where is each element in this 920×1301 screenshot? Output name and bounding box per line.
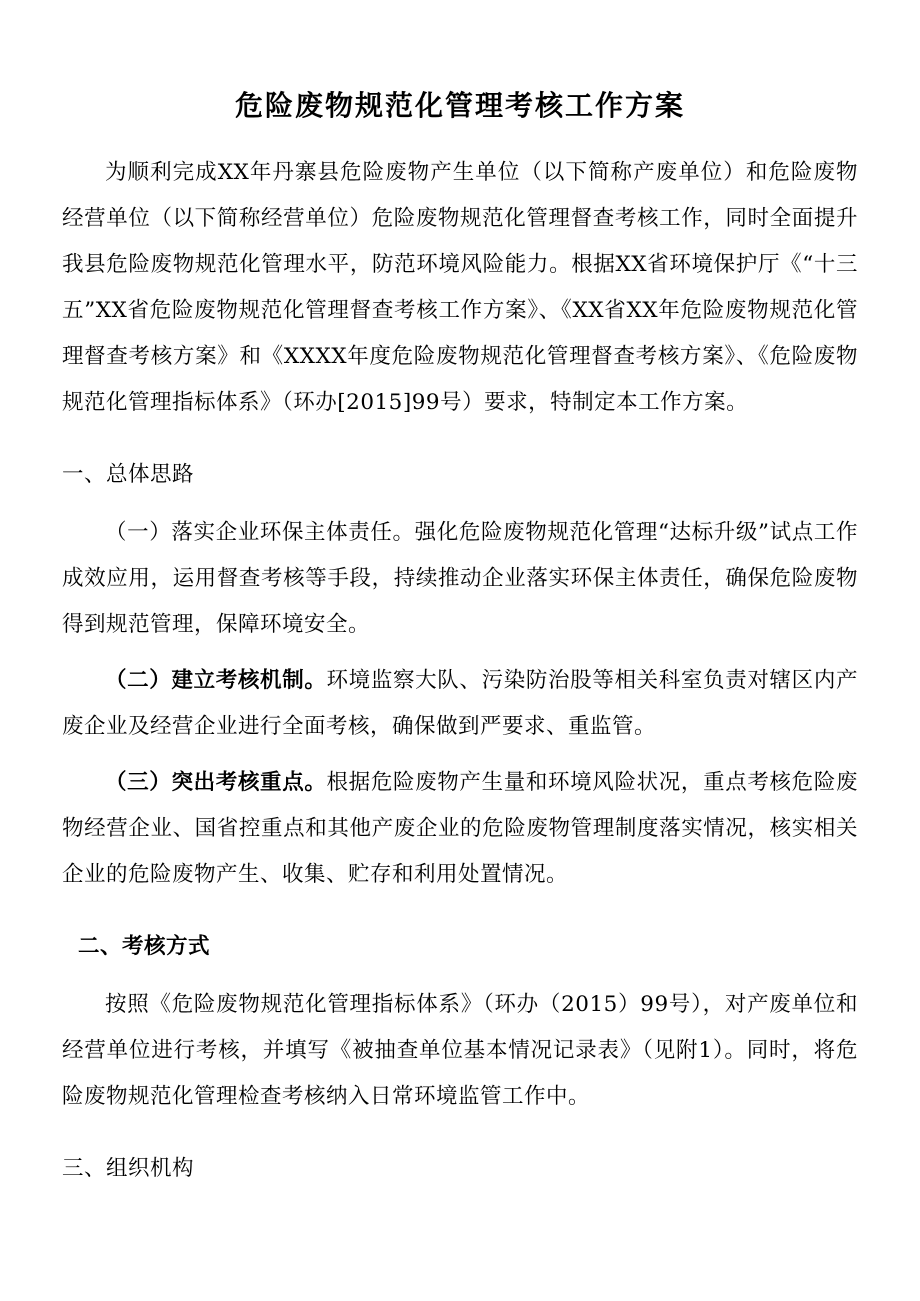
para-item-2-lead: （二）建立考核机制。 [105,668,327,693]
para-item-3: （三）突出考核重点。根据危险废物产生量和环境风险状况，重点考核危险废物经营企业、国省控重点和其他产废企业的危险废物管理制度落实情况，核实相关企业的危险废物产生、收集、贮存和利用处置情况。 [62,770,858,887]
intro-paragraph: 为顺利完成XX年丹寨县危险废物产生单位（以下简称产废单位）和危险废物经营单位（以下简称经营单位）危险废物规范化管理督查考核工作，同时全面提升我县危险废物规范化管理水平，防范环境风险能力。根据XX省环境保护厅《“十三五”XX省危险废物规范化管理督查考核工作方案》、《XX省XX年危险废物规范化管理督查考核方案》和《XXXX年度危险废物规范化管理督查考核方案》、《危险废物规范化管理指标体系》（环办[2015]99号）要求，特制定本工作方案。 [62,160,858,415]
heading-section-2: 二、考核方式 [78,934,211,959]
para-assessment-method: 按照《危险废物规范化管理指标体系》（环办（2015）99号），对产废单位和经营单位进行考核，并填写《被抽查单位基本情况记录表》（见附1）。同时，将危险废物规范化管理检查考核纳入日常环境监管工作中。 [62,992,858,1109]
para-item-1-lead: （一）落实企业环保主体责任。 [105,520,415,545]
heading-section-3: 三、组织机构 [62,1156,195,1181]
heading-section-1: 一、总体思路 [62,462,195,487]
para-item-2: （二）建立考核机制。环境监察大队、污染防治股等相关科室负责对辖区内产废企业及经营企业进行全面考核，确保做到严要求、重监管。 [62,668,858,739]
document-title: 危险废物规范化管理考核工作方案 [234,89,685,122]
para-item-3-lead: （三）突出考核重点。 [105,770,327,795]
document-body [62,150,858,1192]
para-item-1: （一）落实企业环保主体责任。强化危险废物规范化管理“达标升级”试点工作成效应用，运用督查考核等手段，持续推动企业落实环保主体责任，确保危险废物得到规范管理，保障环境安全。 [62,520,858,637]
